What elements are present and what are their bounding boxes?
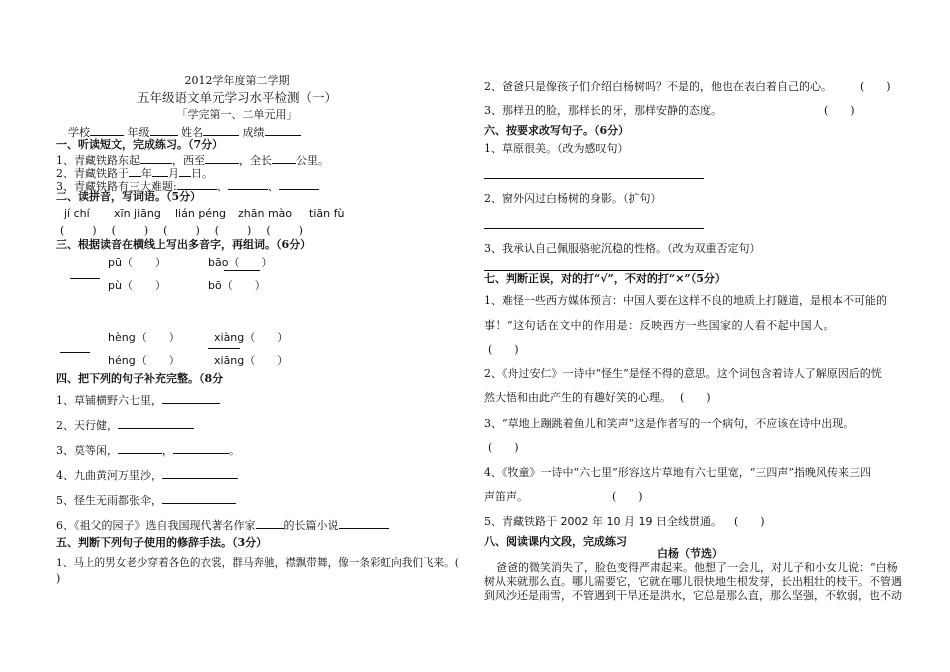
section7-q1-bracket[interactable]: ( ) [488, 343, 519, 356]
school-label: 学校 [68, 126, 90, 139]
section7-q1-line1: 1、难怪一些西方媒体预言：中国人要在这样不良的地质上打隧道，是根本不可能的 [484, 294, 887, 307]
pinyin-answer-brackets[interactable]: ( ) ( ) ( ) ( ) ( ) [60, 224, 305, 237]
passage-line-1: 爸爸的微笑消失了，脸色变得严肃起来。他想了一会儿，对儿子和小女儿说：“白杨 [496, 561, 898, 574]
pinyin-2: xīn jiāng [114, 207, 161, 220]
grade-label: 年级 [127, 126, 150, 139]
answer-blank[interactable] [118, 417, 194, 429]
section5-q3-bracket[interactable]: ( ) [824, 104, 855, 117]
school-field[interactable] [90, 124, 124, 136]
section4-q4: 4、九曲黄河万里沙， [56, 467, 238, 483]
passage-title: 白杨（节选） [657, 547, 723, 560]
section7-q2-line1: 2、《舟过安仁》一诗中“怪生”是怪不得的意思。这个词包含着诗人了解原因后的恍 [484, 367, 882, 380]
section7-q2-bracket[interactable]: ( ) [680, 391, 711, 404]
polyphone-bo: bō（ ） [208, 279, 266, 292]
answer-line[interactable] [208, 348, 240, 349]
section8-heading: 八、阅读课内文段，完成练习 [484, 535, 627, 548]
section4-q6: 6、《祖父的园子》选自我国现代著名作家 的长篇小说 [56, 517, 389, 533]
passage-line-2: 树从来就那么直。哪儿需要它，它就在哪儿很快地生根发芽，长出粗壮的枝干。不管遇 [484, 575, 902, 588]
polyphone-pu1: pū（ ） [108, 256, 166, 269]
section4-heading: 四、把下列的句子补充完整。（8分 [56, 372, 224, 385]
answer-blank[interactable] [152, 165, 168, 177]
answer-blank[interactable] [162, 392, 220, 404]
section7-q4-line1: 4、《牧童》一诗中“六七里”形容这片草地有六七里宽，“三四声”指晚风传来三四 [484, 466, 871, 479]
answer-blank[interactable] [129, 165, 141, 177]
section7-q2-line2: 然大悟和由此产生的有趣好笑的心理。 [484, 391, 671, 404]
answer-blank[interactable] [205, 152, 239, 164]
section5-heading: 五、判断下列句子使用的修辞手法。（3分） [56, 536, 268, 549]
answer-line[interactable] [484, 178, 704, 179]
score-label: 成绩 [242, 126, 265, 139]
polyphone-heng1: hèng（ ） [108, 331, 180, 344]
answer-line[interactable] [224, 270, 260, 271]
grade-field[interactable] [150, 124, 178, 136]
name-field[interactable] [203, 124, 239, 136]
score-field[interactable] [265, 124, 301, 136]
polyphone-xiang1: xiàng（ ） [214, 331, 289, 344]
answer-blank[interactable] [118, 442, 162, 454]
section1-q1: 1、青藏铁路东起 ，西至 ，全长 公里。 [56, 154, 329, 167]
answer-blank[interactable] [256, 517, 284, 529]
section1-q3: 3、青藏铁路有三大难题: 、 、 [56, 178, 319, 194]
section5-q1: 1、马上的男女老少穿着各色的衣裳，群马奔驰，襟飘带舞，像一条彩虹向我们飞来。( [56, 557, 459, 569]
section2-heading: 二、读拼音，写词语。（5分） [56, 190, 202, 203]
answer-blank[interactable] [162, 467, 238, 479]
answer-blank[interactable] [177, 178, 217, 190]
answer-blank[interactable] [173, 442, 229, 454]
polyphone-xiang2: xiāng（ ） [214, 354, 289, 367]
pinyin-4: zhān mào [238, 207, 293, 220]
polyphone-bao: bāo（ ） [208, 256, 273, 269]
section7-heading: 七、判断正误，对的打“√”，不对的打“×”（5分） [484, 272, 726, 285]
section4-q1: 1、草铺横野六七里， [56, 392, 220, 408]
section6-heading: 六、按要求改写句子。（6分） [484, 124, 630, 137]
section7-q3-line1: 3、“草地上蹦跳着鱼儿和笑声”这是作者写的一个病句，不应该在诗中出现。 [484, 417, 855, 430]
section5-q2-bracket[interactable]: ( ) [860, 80, 891, 93]
section6-q2: 2、窗外闪过白杨树的身影。（扩句） [484, 192, 662, 205]
pinyin-3: lián péng [175, 207, 227, 220]
answer-blank[interactable] [339, 517, 389, 529]
answer-blank[interactable] [279, 178, 319, 190]
answer-blank[interactable] [140, 152, 172, 164]
answer-line[interactable] [70, 278, 100, 279]
section7-q1-line2: 事！”这句话在文中的作用是：反映西方一些国家的人看不起中国人。 [484, 319, 836, 332]
page-subtitle: 「学完第一、二单元用」 [176, 108, 298, 121]
answer-blank[interactable] [179, 165, 191, 177]
header-year: 2012学年度第二学期 [184, 74, 290, 87]
answer-line[interactable] [484, 270, 704, 271]
section1-q2: 2、青藏铁路于 年 月 日。 [56, 167, 213, 180]
section4-q2: 2、天行健， [56, 417, 194, 433]
answer-blank[interactable] [228, 178, 268, 190]
section7-q5-bracket[interactable]: ( ) [734, 515, 765, 528]
page-title: 五年级语文单元学习水平检测（一） [136, 90, 337, 105]
section6-q1: 1、草原很美。（改为感叹句） [484, 142, 629, 155]
passage-line-3: 到风沙还是雨雪，不管遇到干旱还是洪水，它总是那么直，那么坚强，不软弱，也不动 [484, 589, 902, 602]
section6-q3: 3、我承认自己佩服骆驼沉稳的性格。（改为双重否定句） [484, 242, 761, 255]
section7-q3-bracket[interactable]: ( ) [488, 441, 519, 454]
section1-heading: 一、听读短文，完成练习。（7分） [56, 138, 224, 151]
section4-q3: 3、莫等闲， ， 。 [56, 444, 240, 457]
name-label: 姓名 [181, 126, 203, 139]
section5-q2: 2、爸爸只是像孩子们介绍白杨树吗？不是的，他也在表白着自己的心。 [484, 80, 832, 93]
pinyin-5: tiān fù [309, 207, 345, 220]
polyphone-pu2: pù（ ） [108, 279, 166, 292]
answer-line[interactable] [484, 228, 704, 229]
pinyin-1: jí chí [64, 207, 90, 220]
polyphone-heng2: héng（ ） [108, 354, 180, 367]
answer-line[interactable] [60, 352, 90, 353]
section5-q3: 3、那样丑的脸，那样长的牙，那样安静的态度。 [484, 104, 722, 117]
section4-q5: 5、怪生无雨都张伞， [56, 492, 236, 508]
answer-blank[interactable] [272, 152, 296, 164]
section5-q1-bracket[interactable]: ) [56, 572, 61, 585]
section7-q5: 5、青藏铁路于 2002 年 10 月 19 日全线贯通。 [484, 515, 722, 528]
section3-heading: 三、根据读音在横线上写出多音字，再组词。（6分） [56, 238, 312, 251]
answer-blank[interactable] [162, 492, 236, 504]
section7-q4-line2: 声笛声。 [484, 490, 528, 503]
section7-q4-bracket[interactable]: ( ) [612, 490, 643, 503]
